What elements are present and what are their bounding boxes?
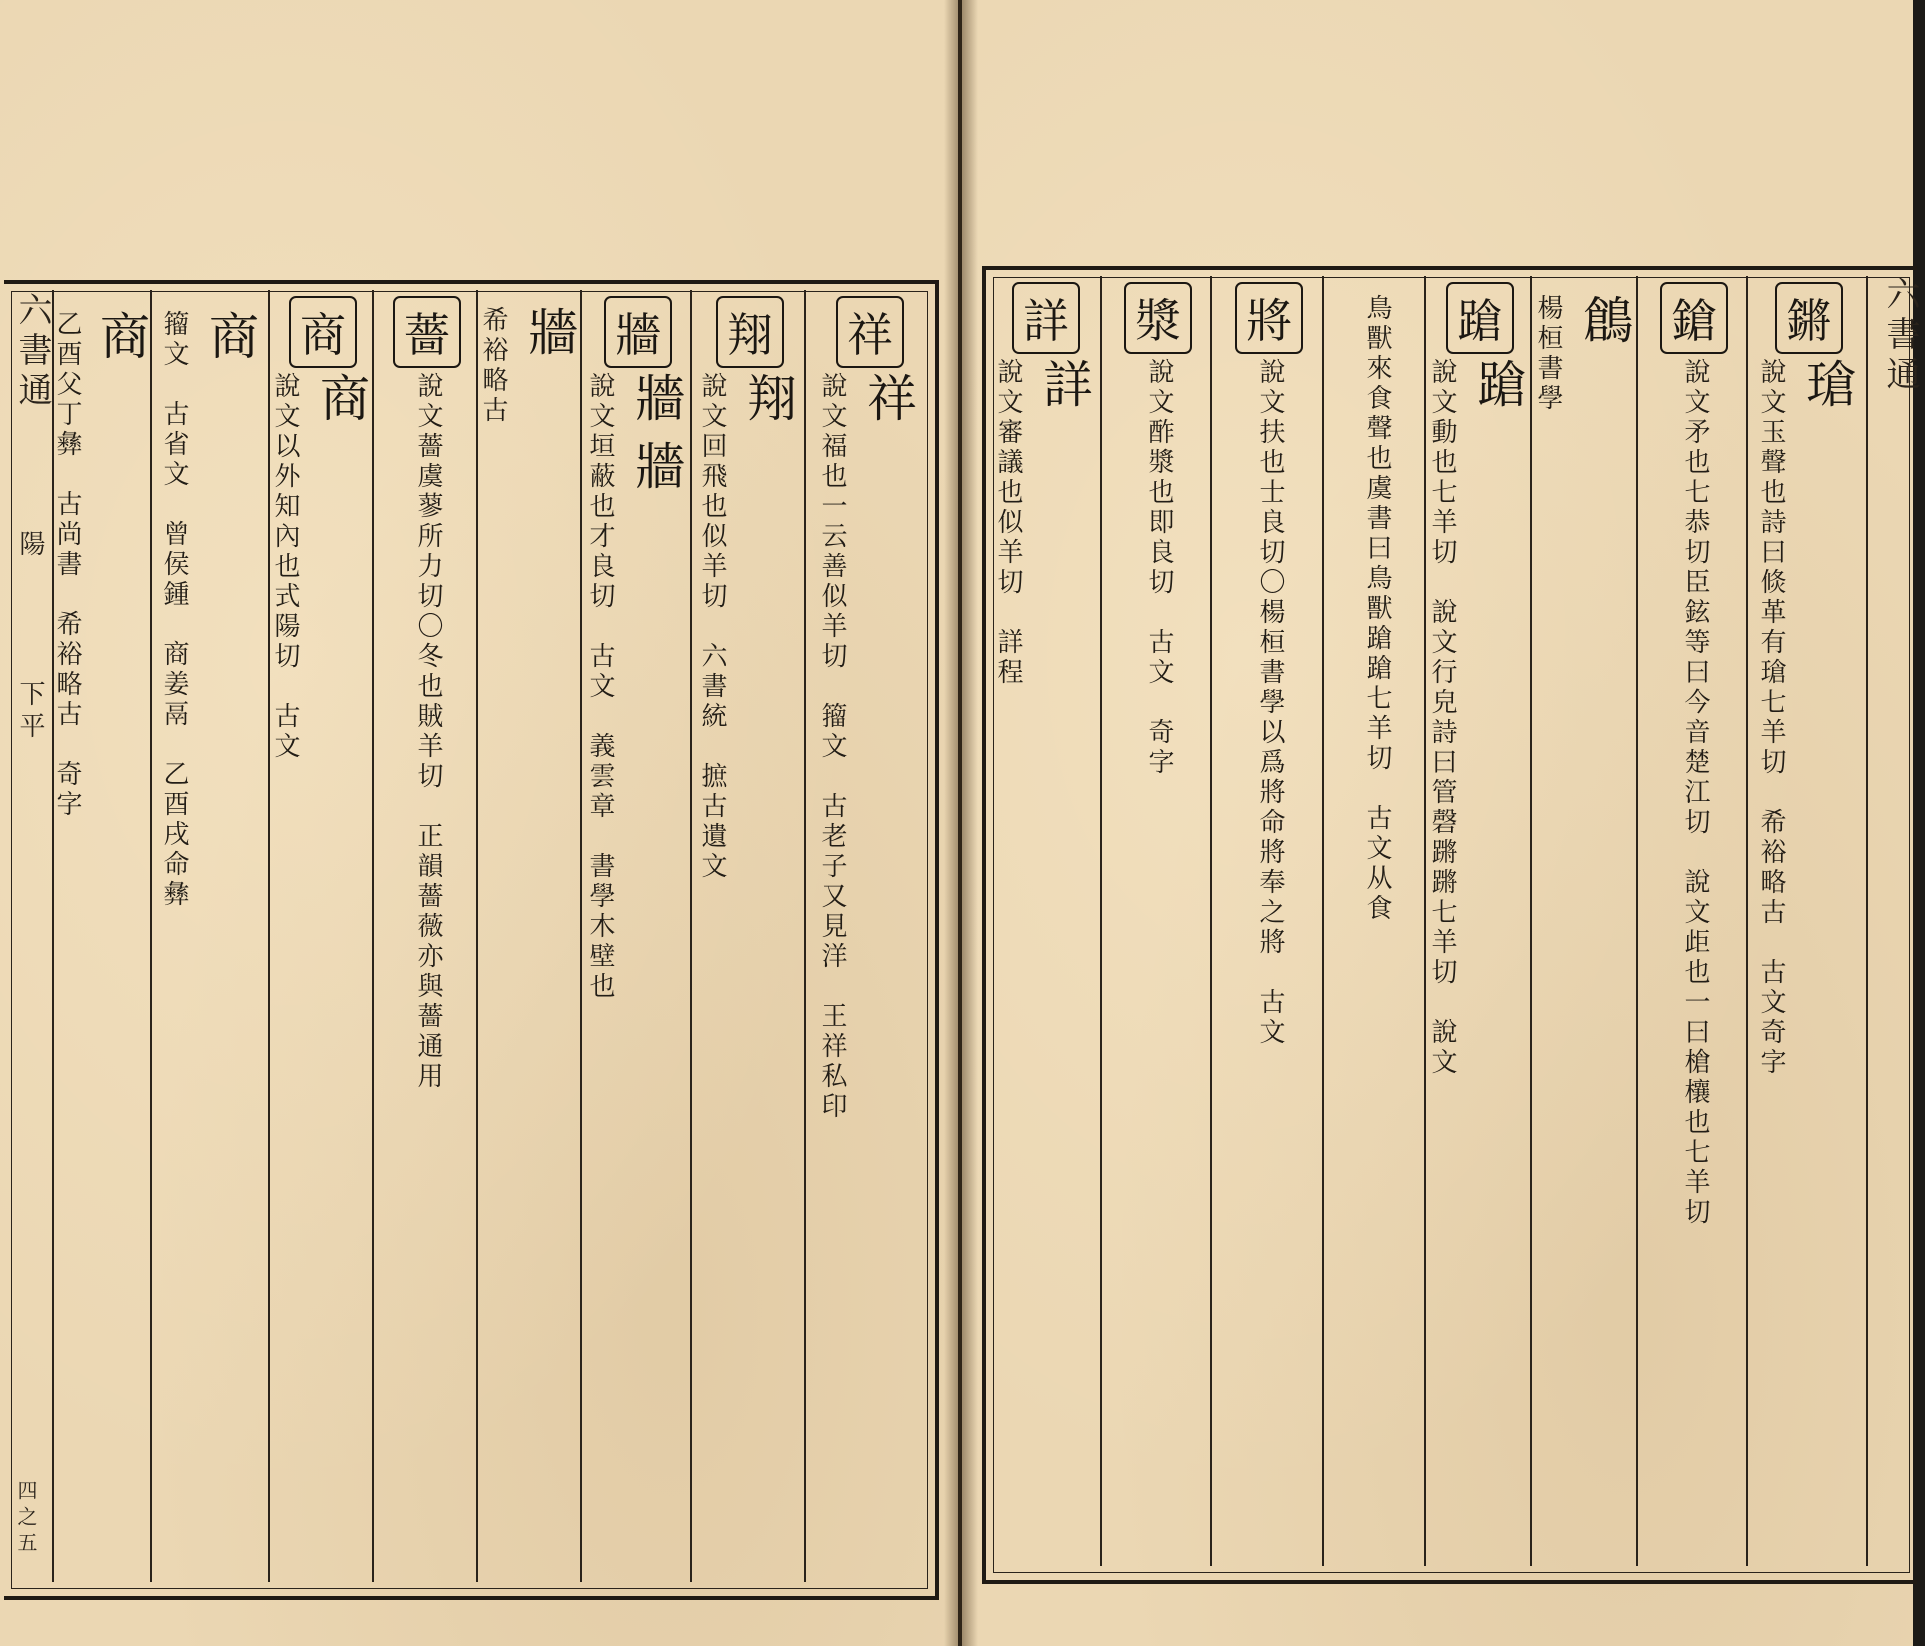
seal-glyph: 牆牆: [626, 372, 685, 508]
seal-glyph: 瑲: [1797, 358, 1856, 426]
headword-box: 祥: [836, 296, 904, 368]
headword-box: 鏘: [1775, 282, 1843, 354]
seal-glyph: 詳: [1034, 358, 1093, 426]
seal-glyph: 商: [91, 310, 150, 378]
column-rule: [1210, 276, 1212, 1566]
entry-note: 說文扶也士良切〇楊桓書學以爲將命將奉之將 古文: [1254, 358, 1285, 1048]
entry-column: [380, 296, 474, 1576]
column-rule: [804, 290, 806, 1582]
entry-column: [584, 296, 688, 1576]
right-margin-title: 六書通: [1880, 276, 1920, 396]
headword-box: 鎗: [1660, 282, 1728, 354]
entry-note: 籀文 古省文 曾侯鍾 商姜鬲 乙酉戌命彝: [158, 310, 189, 910]
entry-note: 說文玉聲也詩曰倐革有瑲七羊切 希裕略古 古文奇字: [1755, 358, 1786, 1078]
column-rule: [1636, 276, 1638, 1566]
entry-note: 說文矛也七恭切臣鉉等曰今音楚江切 說文歫也一曰槍欀也七羊切: [1679, 358, 1710, 1228]
seal-glyph: 商: [311, 372, 370, 440]
entry-column: [812, 296, 928, 1576]
seal-glyph: 牆: [519, 306, 578, 374]
entry-column: [477, 296, 578, 1576]
entry-column: [1754, 282, 1864, 1562]
column-rule: [1746, 276, 1748, 1566]
headword-box: 蹌: [1446, 282, 1514, 354]
headword-box: 將: [1235, 282, 1303, 354]
entry-note: 說文酢漿也即良切 古文 奇字: [1143, 358, 1174, 778]
column-rule: [476, 290, 478, 1582]
left-margin-title: 六書通: [12, 292, 52, 412]
column-rule: [1866, 276, 1868, 1566]
column-rule: [1322, 276, 1324, 1566]
entry-note: 說文審議也似羊切 詳程: [992, 358, 1023, 688]
entry-column: [1644, 282, 1744, 1562]
seal-glyph: 翔: [738, 372, 797, 440]
seal-glyph: 祥: [858, 372, 917, 440]
seal-glyph: 鶬: [1574, 294, 1633, 362]
entry-column: [1532, 282, 1634, 1562]
entry-note: 說文垣蔽也才良切 古文 義雲章 書學木壁也: [584, 372, 615, 1002]
headword-box: 薔: [393, 296, 461, 368]
left-margin-section: 陽: [15, 530, 45, 562]
headword-box: 牆: [604, 296, 672, 368]
entry-column: [158, 296, 266, 1576]
headword-box: 漿: [1124, 282, 1192, 354]
entry-column: [1108, 282, 1208, 1562]
entry-note: 乙酉父丁彝 古尚書 希裕略古 奇字: [51, 310, 82, 820]
entry-column: [1330, 282, 1422, 1562]
entry-note: 希裕略古: [477, 306, 508, 426]
entry-note: 說文回飛也似羊切 六書統 摭古遺文: [696, 372, 727, 882]
entry-column: [269, 296, 370, 1576]
seal-glyph: 商: [200, 310, 259, 378]
headword-box: 商: [289, 296, 357, 368]
entry-column: [698, 296, 802, 1576]
headword-box: 詳: [1012, 282, 1080, 354]
entry-note: 說文福也一云善似羊切 籀文 古老子又見洋 王祥私印: [816, 372, 847, 1122]
entry-column: [51, 296, 150, 1576]
entry-note: 說文動也七羊切 說文行皃詩曰管磬蹡蹡七羊切 說文: [1426, 358, 1457, 1078]
entry-column: [1426, 282, 1528, 1562]
left-margin-folio: 四之五: [14, 1480, 38, 1558]
entry-note: 說文以外知內也式陽切 古文: [269, 372, 300, 762]
entry-note: 說文薔虞蓼所力切〇冬也賊羊切 正韻薔薇亦與薔通用: [412, 372, 443, 1092]
book-gutter: [944, 0, 978, 1646]
entry-note: 楊桓書學: [1532, 294, 1563, 414]
entry-note: 鳥獸來食聲也虞書曰鳥獸蹌蹌七羊切 古文从食: [1361, 294, 1392, 924]
entry-column: [994, 282, 1098, 1562]
headword-box: 翔: [716, 296, 784, 368]
left-margin-sub: 下平: [15, 680, 45, 744]
entry-column: [1218, 282, 1320, 1562]
seal-glyph: 蹌: [1468, 358, 1527, 426]
column-rule: [580, 290, 582, 1582]
column-rule: [1100, 276, 1102, 1566]
